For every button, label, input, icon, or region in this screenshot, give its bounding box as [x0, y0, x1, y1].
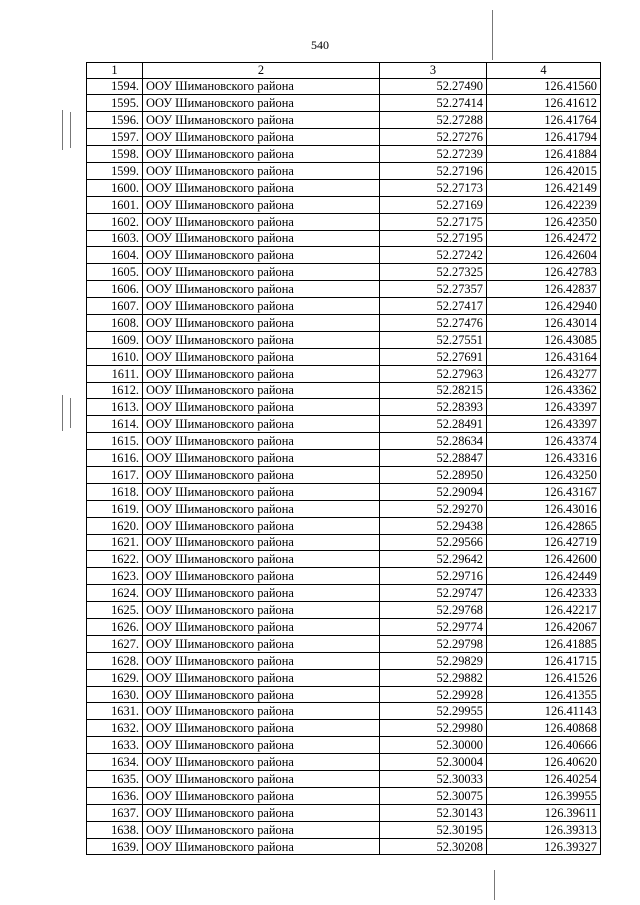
organization-name: ООУ Шимановского района	[143, 466, 380, 483]
row-number: 1620.	[87, 517, 143, 534]
table-row	[87, 466, 601, 483]
latitude-value: 52.29566	[380, 534, 487, 551]
coordinates-table	[86, 62, 601, 855]
table-header-row	[87, 63, 601, 79]
longitude-value: 126.41560	[487, 78, 601, 95]
longitude-value: 126.42940	[487, 298, 601, 315]
latitude-value: 52.30195	[380, 821, 487, 838]
table-row	[87, 534, 601, 551]
table-row	[87, 450, 601, 467]
table-row	[87, 399, 601, 416]
row-number: 1618.	[87, 483, 143, 500]
organization-name: ООУ Шимановского района	[143, 602, 380, 619]
longitude-value: 126.39611	[487, 804, 601, 821]
row-number: 1614.	[87, 416, 143, 433]
table-row	[87, 281, 601, 298]
organization-name: ООУ Шимановского района	[143, 365, 380, 382]
longitude-value: 126.43374	[487, 433, 601, 450]
longitude-value: 126.40666	[487, 737, 601, 754]
latitude-value: 52.29716	[380, 568, 487, 585]
table-row	[87, 331, 601, 348]
longitude-value: 126.42015	[487, 162, 601, 179]
latitude-value: 52.28847	[380, 450, 487, 467]
row-number: 1630.	[87, 686, 143, 703]
table-row	[87, 146, 601, 163]
organization-name: ООУ Шимановского района	[143, 95, 380, 112]
latitude-value: 52.28491	[380, 416, 487, 433]
latitude-value: 52.27691	[380, 348, 487, 365]
latitude-value: 52.27239	[380, 146, 487, 163]
longitude-value: 126.43362	[487, 382, 601, 399]
latitude-value: 52.27169	[380, 196, 487, 213]
latitude-value: 52.30033	[380, 771, 487, 788]
row-number: 1615.	[87, 433, 143, 450]
row-number: 1594.	[87, 78, 143, 95]
row-number: 1606.	[87, 281, 143, 298]
column-header-1: 1	[87, 63, 143, 79]
row-number: 1616.	[87, 450, 143, 467]
row-number: 1607.	[87, 298, 143, 315]
table-row	[87, 416, 601, 433]
latitude-value: 52.28950	[380, 466, 487, 483]
longitude-value: 126.41764	[487, 112, 601, 129]
page-number: 540	[311, 38, 329, 52]
table-row	[87, 483, 601, 500]
latitude-value: 52.27175	[380, 213, 487, 230]
scan-artifact-top	[492, 10, 493, 60]
row-number: 1629.	[87, 669, 143, 686]
longitude-value: 126.41612	[487, 95, 601, 112]
table-row	[87, 196, 601, 213]
row-number: 1609.	[87, 331, 143, 348]
longitude-value: 126.39327	[487, 838, 601, 855]
table-row	[87, 551, 601, 568]
scan-artifact-left-4	[70, 398, 71, 428]
longitude-value: 126.43316	[487, 450, 601, 467]
latitude-value: 52.27195	[380, 230, 487, 247]
longitude-value: 126.41355	[487, 686, 601, 703]
latitude-value: 52.30000	[380, 737, 487, 754]
latitude-value: 52.27963	[380, 365, 487, 382]
longitude-value: 126.40254	[487, 771, 601, 788]
scan-artifact-left-3	[62, 395, 63, 431]
organization-name: ООУ Шимановского района	[143, 500, 380, 517]
latitude-value: 52.27490	[380, 78, 487, 95]
row-number: 1637.	[87, 804, 143, 821]
row-number: 1633.	[87, 737, 143, 754]
latitude-value: 52.27288	[380, 112, 487, 129]
longitude-value: 126.43250	[487, 466, 601, 483]
table-row	[87, 602, 601, 619]
latitude-value: 52.30143	[380, 804, 487, 821]
organization-name: ООУ Шимановского района	[143, 314, 380, 331]
column-header-2: 2	[143, 63, 380, 79]
organization-name: ООУ Шимановского района	[143, 348, 380, 365]
table-row	[87, 314, 601, 331]
longitude-value: 126.40620	[487, 754, 601, 771]
longitude-value: 126.41715	[487, 652, 601, 669]
latitude-value: 52.29980	[380, 720, 487, 737]
row-number: 1597.	[87, 129, 143, 146]
row-number: 1596.	[87, 112, 143, 129]
row-number: 1621.	[87, 534, 143, 551]
longitude-value: 126.43164	[487, 348, 601, 365]
table-row	[87, 348, 601, 365]
row-number: 1604.	[87, 247, 143, 264]
longitude-value: 126.43167	[487, 483, 601, 500]
row-number: 1600.	[87, 179, 143, 196]
organization-name: ООУ Шимановского района	[143, 534, 380, 551]
organization-name: ООУ Шимановского района	[143, 450, 380, 467]
column-header-4: 4	[487, 63, 601, 79]
latitude-value: 52.30004	[380, 754, 487, 771]
organization-name: ООУ Шимановского района	[143, 433, 380, 450]
organization-name: ООУ Шимановского района	[143, 162, 380, 179]
longitude-value: 126.42865	[487, 517, 601, 534]
row-number: 1631.	[87, 703, 143, 720]
organization-name: ООУ Шимановского района	[143, 179, 380, 196]
row-number: 1626.	[87, 619, 143, 636]
organization-name: ООУ Шимановского района	[143, 838, 380, 855]
longitude-value: 126.41884	[487, 146, 601, 163]
longitude-value: 126.42067	[487, 619, 601, 636]
organization-name: ООУ Шимановского района	[143, 399, 380, 416]
latitude-value: 52.29882	[380, 669, 487, 686]
organization-name: ООУ Шимановского района	[143, 669, 380, 686]
scan-artifact-left-2	[70, 112, 71, 148]
latitude-value: 52.27476	[380, 314, 487, 331]
latitude-value: 52.27276	[380, 129, 487, 146]
organization-name: ООУ Шимановского района	[143, 720, 380, 737]
organization-name: ООУ Шимановского района	[143, 146, 380, 163]
row-number: 1623.	[87, 568, 143, 585]
column-header-3: 3	[380, 63, 487, 79]
row-number: 1610.	[87, 348, 143, 365]
latitude-value: 52.27173	[380, 179, 487, 196]
row-number: 1634.	[87, 754, 143, 771]
longitude-value: 126.39955	[487, 787, 601, 804]
table-row	[87, 298, 601, 315]
latitude-value: 52.29747	[380, 585, 487, 602]
longitude-value: 126.43277	[487, 365, 601, 382]
table-row	[87, 804, 601, 821]
table-row	[87, 821, 601, 838]
organization-name: ООУ Шимановского района	[143, 213, 380, 230]
longitude-value: 126.42350	[487, 213, 601, 230]
latitude-value: 52.27414	[380, 95, 487, 112]
latitude-value: 52.30075	[380, 787, 487, 804]
row-number: 1632.	[87, 720, 143, 737]
row-number: 1613.	[87, 399, 143, 416]
longitude-value: 126.41885	[487, 635, 601, 652]
latitude-value: 52.28393	[380, 399, 487, 416]
organization-name: ООУ Шимановского района	[143, 247, 380, 264]
table-row	[87, 264, 601, 281]
table-row	[87, 787, 601, 804]
row-number: 1628.	[87, 652, 143, 669]
longitude-value: 126.41526	[487, 669, 601, 686]
organization-name: ООУ Шимановского района	[143, 703, 380, 720]
organization-name: ООУ Шимановского района	[143, 129, 380, 146]
row-number: 1636.	[87, 787, 143, 804]
row-number: 1617.	[87, 466, 143, 483]
scan-artifact-bottom	[494, 870, 495, 900]
organization-name: ООУ Шимановского района	[143, 568, 380, 585]
organization-name: ООУ Шимановского района	[143, 804, 380, 821]
table-row	[87, 433, 601, 450]
table-row	[87, 737, 601, 754]
organization-name: ООУ Шимановского района	[143, 737, 380, 754]
organization-name: ООУ Шимановского района	[143, 619, 380, 636]
table-row	[87, 78, 601, 95]
longitude-value: 126.42333	[487, 585, 601, 602]
row-number: 1638.	[87, 821, 143, 838]
longitude-value: 126.42600	[487, 551, 601, 568]
longitude-value: 126.42783	[487, 264, 601, 281]
latitude-value: 52.29768	[380, 602, 487, 619]
latitude-value: 52.27551	[380, 331, 487, 348]
row-number: 1619.	[87, 500, 143, 517]
latitude-value: 52.29270	[380, 500, 487, 517]
latitude-value: 52.29438	[380, 517, 487, 534]
table-row	[87, 129, 601, 146]
table-row	[87, 619, 601, 636]
longitude-value: 126.39313	[487, 821, 601, 838]
longitude-value: 126.43397	[487, 399, 601, 416]
row-number: 1635.	[87, 771, 143, 788]
organization-name: ООУ Шимановского района	[143, 382, 380, 399]
organization-name: ООУ Шимановского района	[143, 585, 380, 602]
row-number: 1598.	[87, 146, 143, 163]
row-number: 1608.	[87, 314, 143, 331]
latitude-value: 52.30208	[380, 838, 487, 855]
table-row	[87, 568, 601, 585]
scan-artifact-left-1	[62, 110, 63, 150]
longitude-value: 126.42472	[487, 230, 601, 247]
longitude-value: 126.42837	[487, 281, 601, 298]
longitude-value: 126.40868	[487, 720, 601, 737]
table-row	[87, 652, 601, 669]
organization-name: ООУ Шимановского района	[143, 771, 380, 788]
latitude-value: 52.27357	[380, 281, 487, 298]
row-number: 1625.	[87, 602, 143, 619]
row-number: 1595.	[87, 95, 143, 112]
table-body	[87, 78, 601, 855]
table-row	[87, 720, 601, 737]
latitude-value: 52.28634	[380, 433, 487, 450]
table-row	[87, 365, 601, 382]
table-row	[87, 213, 601, 230]
latitude-value: 52.29094	[380, 483, 487, 500]
table-row	[87, 686, 601, 703]
longitude-value: 126.43014	[487, 314, 601, 331]
row-number: 1612.	[87, 382, 143, 399]
organization-name: ООУ Шимановского района	[143, 635, 380, 652]
longitude-value: 126.42239	[487, 196, 601, 213]
table-row	[87, 754, 601, 771]
organization-name: ООУ Шимановского района	[143, 652, 380, 669]
longitude-value: 126.42149	[487, 179, 601, 196]
organization-name: ООУ Шимановского района	[143, 483, 380, 500]
longitude-value: 126.42217	[487, 602, 601, 619]
longitude-value: 126.41794	[487, 129, 601, 146]
organization-name: ООУ Шимановского района	[143, 112, 380, 129]
organization-name: ООУ Шимановского района	[143, 517, 380, 534]
longitude-value: 126.42604	[487, 247, 601, 264]
organization-name: ООУ Шимановского района	[143, 264, 380, 281]
latitude-value: 52.27417	[380, 298, 487, 315]
latitude-value: 52.29955	[380, 703, 487, 720]
row-number: 1622.	[87, 551, 143, 568]
organization-name: ООУ Шимановского района	[143, 281, 380, 298]
latitude-value: 52.29829	[380, 652, 487, 669]
organization-name: ООУ Шимановского района	[143, 331, 380, 348]
organization-name: ООУ Шимановского района	[143, 821, 380, 838]
row-number: 1611.	[87, 365, 143, 382]
table-row	[87, 500, 601, 517]
organization-name: ООУ Шимановского района	[143, 298, 380, 315]
table-row	[87, 585, 601, 602]
row-number: 1603.	[87, 230, 143, 247]
longitude-value: 126.43016	[487, 500, 601, 517]
row-number: 1602.	[87, 213, 143, 230]
table-row	[87, 669, 601, 686]
longitude-value: 126.41143	[487, 703, 601, 720]
organization-name: ООУ Шимановского района	[143, 787, 380, 804]
longitude-value: 126.43085	[487, 331, 601, 348]
table-row	[87, 635, 601, 652]
longitude-value: 126.42449	[487, 568, 601, 585]
organization-name: ООУ Шимановского района	[143, 686, 380, 703]
longitude-value: 126.43397	[487, 416, 601, 433]
organization-name: ООУ Шимановского района	[143, 551, 380, 568]
table-row	[87, 838, 601, 855]
table-row	[87, 703, 601, 720]
latitude-value: 52.29928	[380, 686, 487, 703]
table-row	[87, 771, 601, 788]
table-row	[87, 95, 601, 112]
row-number: 1605.	[87, 264, 143, 281]
organization-name: ООУ Шимановского района	[143, 416, 380, 433]
row-number: 1599.	[87, 162, 143, 179]
latitude-value: 52.27196	[380, 162, 487, 179]
table-row	[87, 179, 601, 196]
table-row	[87, 230, 601, 247]
table-row	[87, 112, 601, 129]
organization-name: ООУ Шимановского района	[143, 754, 380, 771]
latitude-value: 52.27242	[380, 247, 487, 264]
row-number: 1639.	[87, 838, 143, 855]
row-number: 1601.	[87, 196, 143, 213]
organization-name: ООУ Шимановского района	[143, 196, 380, 213]
longitude-value: 126.42719	[487, 534, 601, 551]
table-row	[87, 247, 601, 264]
table-row	[87, 382, 601, 399]
latitude-value: 52.29774	[380, 619, 487, 636]
row-number: 1627.	[87, 635, 143, 652]
latitude-value: 52.28215	[380, 382, 487, 399]
table-row	[87, 162, 601, 179]
organization-name: ООУ Шимановского района	[143, 230, 380, 247]
row-number: 1624.	[87, 585, 143, 602]
latitude-value: 52.29642	[380, 551, 487, 568]
organization-name: ООУ Шимановского района	[143, 78, 380, 95]
latitude-value: 52.29798	[380, 635, 487, 652]
table-row	[87, 517, 601, 534]
latitude-value: 52.27325	[380, 264, 487, 281]
